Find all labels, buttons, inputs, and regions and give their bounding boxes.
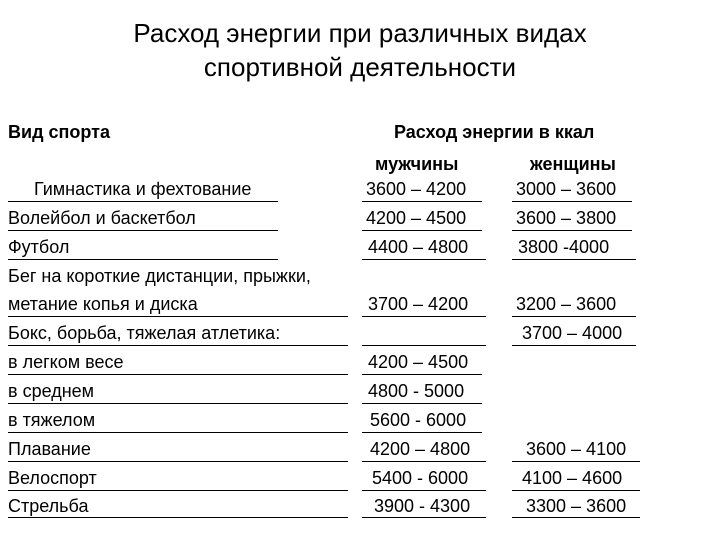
men-underline [362, 403, 482, 404]
row-men-value: 5400 - 6000 [372, 468, 469, 488]
row-sport-label: Гимнастика и фехтование [34, 179, 252, 199]
men-column-header: мужчины [375, 154, 459, 174]
row-underline [8, 432, 348, 433]
row-men-value: 4400 – 4800 [368, 237, 469, 257]
women-underline [512, 230, 632, 231]
row-men-value: 5600 - 6000 [370, 410, 467, 430]
men-underline [362, 201, 482, 202]
row-women-value: 3800 -4000 [518, 237, 610, 257]
row-sport-label: в легком весе [8, 352, 124, 372]
row-men-value: 4200 – 4800 [370, 439, 471, 459]
men-underline [362, 490, 486, 491]
row-women-value: 3600 – 3800 [516, 208, 617, 228]
page-title [0, 16, 720, 84]
sport-column-header: Вид спорта [8, 122, 110, 142]
row-women-value: 3000 – 3600 [516, 179, 617, 199]
row-underline [8, 259, 278, 260]
men-underline [362, 432, 482, 433]
row-sport-label: Бокс, борьба, тяжелая атлетика: [8, 323, 281, 343]
women-column-header: женщины [530, 154, 616, 174]
title-line-1: Расход энергии при различных видах [133, 18, 587, 48]
row-sport-label: метание копья и диска [8, 294, 198, 314]
row-underline [8, 374, 348, 375]
row-sport-label: Бег на короткие дистанции, прыжки, [8, 266, 311, 286]
men-underline [362, 230, 482, 231]
row-sport-label: Плавание [8, 439, 91, 459]
row-women-value: 3300 – 3600 [526, 496, 627, 516]
men-underline [362, 259, 486, 260]
row-underline [8, 316, 348, 317]
row-sport-label: Футбол [8, 237, 70, 257]
men-underline [362, 345, 486, 346]
women-underline [512, 259, 636, 260]
row-women-value: 3700 – 4000 [522, 323, 623, 343]
row-sport-label: в тяжелом [8, 410, 96, 430]
row-men-value: 4200 – 4500 [366, 208, 467, 228]
row-women-value: 3200 – 3600 [516, 294, 617, 314]
row-sport-label: в среднем [8, 381, 95, 401]
energy-column-header: Расход энергии в ккал [394, 122, 595, 142]
row-underline [8, 490, 348, 491]
row-women-value: 3600 – 4100 [526, 439, 627, 459]
women-underline [512, 345, 636, 346]
women-underline [512, 517, 640, 518]
row-underline [8, 517, 348, 518]
row-women-value: 4100 – 4600 [522, 468, 623, 488]
men-underline [362, 461, 486, 462]
title-line-2: спортивной деятельности [203, 52, 517, 82]
row-sport-label: Велоспорт [8, 468, 97, 488]
men-underline [362, 517, 486, 518]
men-underline [362, 316, 486, 317]
men-underline [362, 374, 482, 375]
women-underline [512, 490, 640, 491]
women-underline [512, 201, 632, 202]
row-men-value: 3900 - 4300 [374, 496, 471, 516]
row-underline [8, 345, 348, 346]
women-underline [512, 316, 636, 317]
row-men-value: 3700 – 4200 [368, 294, 469, 314]
row-underline [8, 403, 348, 404]
row-underline [8, 461, 348, 462]
women-underline [512, 461, 640, 462]
row-underline [8, 230, 278, 231]
row-men-value: 4800 - 5000 [368, 381, 465, 401]
row-sport-label: Волейбол и баскетбол [8, 208, 196, 228]
row-sport-label: Стрельба [8, 496, 89, 516]
row-underline [8, 201, 278, 202]
row-men-value: 3600 – 4200 [366, 179, 467, 199]
row-men-value: 4200 – 4500 [368, 352, 469, 372]
